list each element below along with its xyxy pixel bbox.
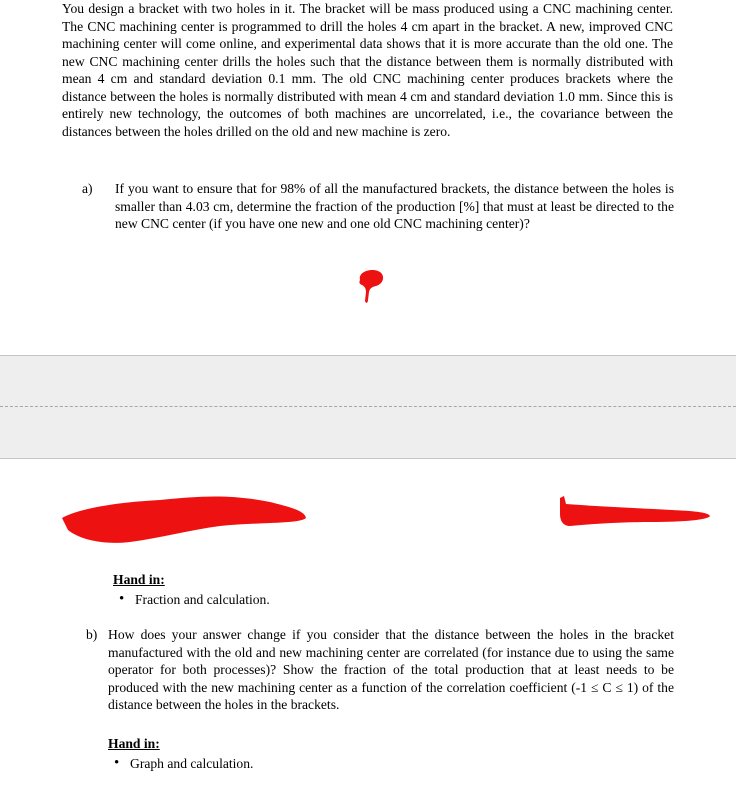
question-a-text: If you want to ensure that for 98% of all the manufactured brackets, the distance between the holes is smaller than 4.03 cm, determine the fraction of the production [%] that must at least be directed to the new CNC center (if you have one new and one old CNC machining center)?: [115, 181, 674, 231]
handin-b: [108, 735, 253, 773]
handin-b-list: [108, 755, 253, 773]
handin-b-title: Hand in:: [108, 736, 160, 751]
handin-a-list: [113, 591, 270, 609]
handin-a: [113, 571, 270, 609]
handin-a-item: • Fraction and calculation.: [113, 591, 270, 609]
red-redaction-right: [552, 494, 712, 530]
red-redaction-left: [60, 490, 310, 550]
page-break-area: [0, 355, 736, 459]
problem-intro: You design a bracket with two holes in it. The bracket will be mass produced using a CNC machining center. The CNC machining center is programmed to drill the holes 4 cm apart in the bracket. A new, improved CNC machining center will come online, and experimental data shows that it is more accurate than the old one. The new CNC machining center drills the holes such that the distance between them is normally distributed with mean 4 cm and standard deviation 0.1 mm. The old CNC machining center produces brackets where the distance between the holes is normally distributed with mean 4 cm and standard deviation 1.0 mm. Since this is entirely new technology, the outcomes of both machines are uncorrelated, i.e., the covariance between the distances between the holes drilled on the old and new machine is zero.: [62, 1, 673, 139]
question-a: [82, 180, 674, 233]
question-b: [86, 626, 674, 714]
red-annotation-mark: [356, 268, 386, 308]
question-a-label: a): [82, 181, 93, 196]
handin-b-item: • Graph and calculation.: [108, 755, 253, 773]
handin-a-title: Hand in:: [113, 572, 165, 587]
question-b-text: How does your answer change if you consider that the distance between the holes in the bracket manufactured with the old and new machining center are correlated (for instance due to using the same operator for both processes)? Show the fraction of the total production that at least needs to be produced with the new machining center as a function of the correlation coefficient (-1 ≤ C ≤ 1) of the distance between the holes in the brackets.: [108, 627, 674, 712]
page-break-line: [0, 406, 736, 407]
question-b-label: b): [86, 627, 98, 642]
